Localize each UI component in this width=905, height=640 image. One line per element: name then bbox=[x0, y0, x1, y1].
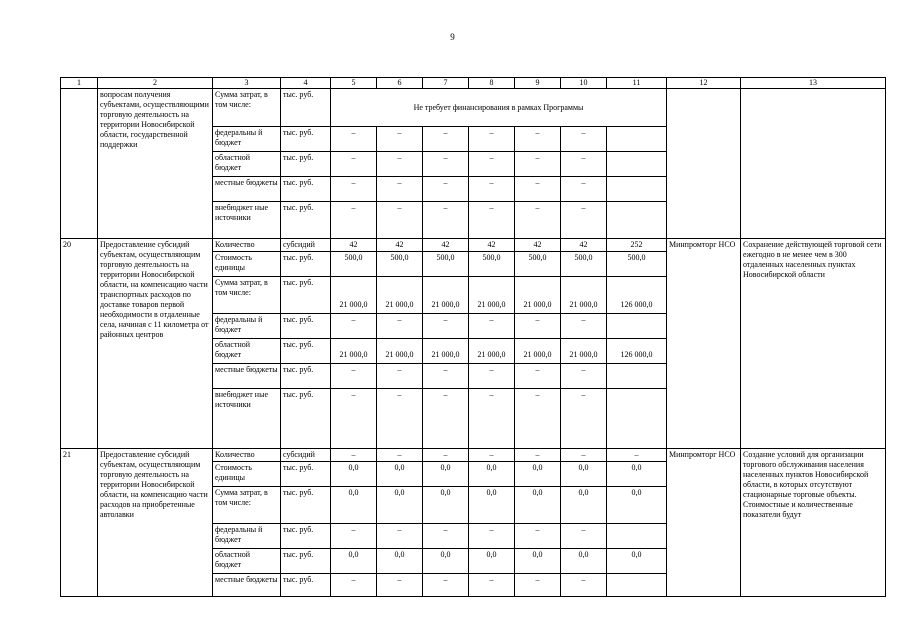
value-cell: – bbox=[377, 127, 423, 152]
row-unit: тыс. руб. bbox=[281, 202, 331, 239]
column-header: 12 bbox=[667, 78, 741, 89]
row-label: Сумма затрат, в том числе: bbox=[213, 277, 281, 314]
value-cell: – bbox=[515, 389, 561, 449]
value-cell: 42 bbox=[377, 239, 423, 252]
value-cell: 0,0 bbox=[377, 549, 423, 574]
value-cell: – bbox=[469, 152, 515, 177]
value-cell: 0,0 bbox=[469, 462, 515, 487]
row-unit: тыс. руб. bbox=[281, 152, 331, 177]
value-cell: 0,0 bbox=[423, 487, 469, 524]
value-cell: 500,0 bbox=[515, 252, 561, 277]
value-cell: – bbox=[423, 524, 469, 549]
row-unit: тыс. руб. bbox=[281, 89, 331, 127]
result-cell bbox=[741, 89, 886, 239]
value-cell: – bbox=[331, 449, 377, 462]
value-cell: – bbox=[331, 152, 377, 177]
column-header: 2 bbox=[98, 78, 213, 89]
value-cell: 0,0 bbox=[561, 549, 607, 574]
value-cell: – bbox=[423, 449, 469, 462]
value-cell: 0,0 bbox=[377, 487, 423, 524]
value-cell bbox=[607, 127, 667, 152]
value-cell: 0,0 bbox=[331, 487, 377, 524]
value-cell: – bbox=[377, 177, 423, 202]
value-cell: – bbox=[377, 314, 423, 339]
value-cell: – bbox=[561, 449, 607, 462]
value-cell: 126 000,0 bbox=[607, 339, 667, 364]
value-cell: 21 000,0 bbox=[423, 339, 469, 364]
value-cell: – bbox=[561, 152, 607, 177]
value-cell: 500,0 bbox=[607, 252, 667, 277]
executor: Минпромторг НСО bbox=[667, 239, 741, 449]
value-cell bbox=[607, 152, 667, 177]
value-cell: 42 bbox=[423, 239, 469, 252]
value-cell: 0,0 bbox=[561, 462, 607, 487]
row-label: внебюджет ные источники bbox=[213, 389, 281, 449]
row-unit: тыс. руб. bbox=[281, 177, 331, 202]
value-cell: – bbox=[469, 202, 515, 239]
value-cell: 126 000,0 bbox=[607, 277, 667, 314]
column-header: 4 bbox=[281, 78, 331, 89]
column-header: 1 bbox=[61, 78, 98, 89]
value-cell: 0,0 bbox=[469, 487, 515, 524]
value-cell: 0,0 bbox=[377, 462, 423, 487]
row-unit: субсидий bbox=[281, 449, 331, 462]
value-cell: – bbox=[331, 127, 377, 152]
value-cell: 0,0 bbox=[331, 549, 377, 574]
value-cell: 21 000,0 bbox=[469, 277, 515, 314]
value-cell: 21 000,0 bbox=[469, 339, 515, 364]
value-cell: 21 000,0 bbox=[561, 339, 607, 364]
row-unit: тыс. руб. bbox=[281, 364, 331, 389]
value-cell: – bbox=[377, 574, 423, 597]
value-cell: – bbox=[331, 177, 377, 202]
value-cell: – bbox=[469, 524, 515, 549]
column-header: 6 bbox=[377, 78, 423, 89]
value-cell: – bbox=[561, 177, 607, 202]
value-cell: – bbox=[515, 449, 561, 462]
value-cell: – bbox=[423, 314, 469, 339]
value-cell bbox=[607, 364, 667, 389]
value-cell: – bbox=[515, 524, 561, 549]
value-cell: 500,0 bbox=[423, 252, 469, 277]
value-cell: – bbox=[561, 524, 607, 549]
column-header: 5 bbox=[331, 78, 377, 89]
row-label: федеральны й бюджет bbox=[213, 127, 281, 152]
value-cell: – bbox=[469, 574, 515, 597]
value-cell: 42 bbox=[515, 239, 561, 252]
row-unit: тыс. руб. bbox=[281, 487, 331, 524]
value-cell: 0,0 bbox=[515, 487, 561, 524]
value-cell: – bbox=[423, 152, 469, 177]
value-cell: 500,0 bbox=[377, 252, 423, 277]
program-table bbox=[60, 77, 886, 597]
value-cell: – bbox=[469, 127, 515, 152]
item-name: Предоставление субсидий субъектам, осуществляющим торговую деятельность на территории Новосибирской области, на компенсацию части расходов на приобретенные автолавки bbox=[98, 449, 213, 597]
executor-cell bbox=[667, 89, 741, 239]
value-cell: – bbox=[377, 449, 423, 462]
value-cell: 0,0 bbox=[515, 462, 561, 487]
value-cell: 42 bbox=[561, 239, 607, 252]
page-number: 9 bbox=[450, 32, 455, 42]
row-unit: тыс. руб. bbox=[281, 389, 331, 449]
value-cell: – bbox=[377, 524, 423, 549]
row-label: областной бюджет bbox=[213, 549, 281, 574]
row-label: местные бюджеты bbox=[213, 574, 281, 597]
value-cell: 42 bbox=[331, 239, 377, 252]
row-unit: тыс. руб. bbox=[281, 314, 331, 339]
value-cell: – bbox=[515, 364, 561, 389]
row-label: областной бюджет bbox=[213, 152, 281, 177]
value-cell: – bbox=[331, 574, 377, 597]
value-cell: 0,0 bbox=[331, 462, 377, 487]
value-cell bbox=[607, 202, 667, 239]
row-unit: тыс. руб. bbox=[281, 462, 331, 487]
value-cell: 21 000,0 bbox=[377, 277, 423, 314]
funding-note: Не требует финансирования в рамках Программы bbox=[331, 89, 667, 127]
value-cell: – bbox=[515, 202, 561, 239]
column-header: 7 bbox=[423, 78, 469, 89]
value-cell: – bbox=[515, 177, 561, 202]
value-cell: – bbox=[377, 152, 423, 177]
value-cell: – bbox=[515, 314, 561, 339]
value-cell: – bbox=[331, 524, 377, 549]
value-cell: 500,0 bbox=[561, 252, 607, 277]
row-label: Сумма затрат, в том числе: bbox=[213, 487, 281, 524]
row-unit: тыс. руб. bbox=[281, 549, 331, 574]
table-row bbox=[61, 239, 886, 252]
column-header: 10 bbox=[561, 78, 607, 89]
value-cell: – bbox=[423, 364, 469, 389]
value-cell: – bbox=[377, 389, 423, 449]
row-label: Стоимость единицы bbox=[213, 252, 281, 277]
row-unit: субсидий bbox=[281, 239, 331, 252]
value-cell: 0,0 bbox=[607, 462, 667, 487]
value-cell: 0,0 bbox=[561, 487, 607, 524]
value-cell: – bbox=[423, 127, 469, 152]
item-name: Предоставление субсидий субъектам, осуществляющим торговую деятельность на территории Новосибирской области, на компенсацию части транспортных расходов по доставке товаров первой необходимости в отдаленные села, начиная с 11 километра от районных центров bbox=[98, 239, 213, 449]
item-number: 20 bbox=[61, 239, 98, 449]
row-label: областной бюджет bbox=[213, 339, 281, 364]
value-cell: 21 000,0 bbox=[331, 339, 377, 364]
value-cell: – bbox=[423, 389, 469, 449]
item-name: вопросам получения субъектами, осуществляющими торговую деятельность на территории Новосибирской области, государственной поддержки bbox=[98, 89, 213, 239]
value-cell: 0,0 bbox=[469, 549, 515, 574]
value-cell: – bbox=[331, 314, 377, 339]
value-cell: – bbox=[469, 314, 515, 339]
value-cell: 21 000,0 bbox=[377, 339, 423, 364]
row-label: Количество bbox=[213, 449, 281, 462]
value-cell: – bbox=[515, 127, 561, 152]
row-unit: тыс. руб. bbox=[281, 524, 331, 549]
column-header: 11 bbox=[607, 78, 667, 89]
item-number: 21 bbox=[61, 449, 98, 597]
value-cell: – bbox=[515, 152, 561, 177]
row-label: федеральны й бюджет bbox=[213, 314, 281, 339]
value-cell: – bbox=[377, 364, 423, 389]
value-cell bbox=[607, 389, 667, 449]
row-label: внебюджет ные источники bbox=[213, 202, 281, 239]
value-cell: – bbox=[469, 449, 515, 462]
executor: Минпромторг НСО bbox=[667, 449, 741, 597]
row-unit: тыс. руб. bbox=[281, 127, 331, 152]
value-cell: – bbox=[331, 389, 377, 449]
value-cell: 21 000,0 bbox=[561, 277, 607, 314]
value-cell: – bbox=[515, 574, 561, 597]
value-cell: – bbox=[423, 177, 469, 202]
header-row bbox=[61, 78, 886, 89]
value-cell: 21 000,0 bbox=[423, 277, 469, 314]
value-cell: – bbox=[561, 574, 607, 597]
value-cell bbox=[607, 314, 667, 339]
value-cell: 0,0 bbox=[515, 549, 561, 574]
value-cell bbox=[607, 574, 667, 597]
column-header: 8 bbox=[469, 78, 515, 89]
row-label: Сумма затрат, в том числе: bbox=[213, 89, 281, 127]
value-cell: 0,0 bbox=[423, 549, 469, 574]
value-cell: 500,0 bbox=[469, 252, 515, 277]
row-label: Количество bbox=[213, 239, 281, 252]
value-cell: 0,0 bbox=[607, 549, 667, 574]
value-cell: – bbox=[469, 364, 515, 389]
value-cell: – bbox=[561, 127, 607, 152]
value-cell: – bbox=[561, 314, 607, 339]
row-unit: тыс. руб. bbox=[281, 574, 331, 597]
value-cell: – bbox=[561, 202, 607, 239]
column-header: 13 bbox=[741, 78, 886, 89]
value-cell: 0,0 bbox=[423, 462, 469, 487]
table-row bbox=[61, 89, 886, 127]
row-unit: тыс. руб. bbox=[281, 339, 331, 364]
item-number-cell bbox=[61, 89, 98, 239]
value-cell: 21 000,0 bbox=[331, 277, 377, 314]
value-cell: – bbox=[561, 389, 607, 449]
value-cell: – bbox=[331, 202, 377, 239]
value-cell: 42 bbox=[469, 239, 515, 252]
row-label: федеральны й бюджет bbox=[213, 524, 281, 549]
row-unit: тыс. руб. bbox=[281, 277, 331, 314]
value-cell bbox=[607, 524, 667, 549]
value-cell: – bbox=[469, 177, 515, 202]
value-cell: – bbox=[469, 389, 515, 449]
value-cell: 252 bbox=[607, 239, 667, 252]
expected-result: Создание условий для организации торгового обслуживания населения населенных пунктов Новосибирской области, в которых отсутствуют стационарные торговые объекты. Стоимостные и количественные показатели будут bbox=[741, 449, 886, 597]
value-cell: 0,0 bbox=[607, 487, 667, 524]
value-cell: – bbox=[423, 202, 469, 239]
value-cell bbox=[607, 177, 667, 202]
expected-result: Сохранение действующей торговой сети ежегодно в не менее чем в 300 отдаленных населенных пунктах Новосибирской области bbox=[741, 239, 886, 449]
value-cell: – bbox=[331, 364, 377, 389]
table-row bbox=[61, 449, 886, 462]
row-label: местные бюджеты bbox=[213, 364, 281, 389]
value-cell: 21 000,0 bbox=[515, 339, 561, 364]
value-cell: 500,0 bbox=[331, 252, 377, 277]
value-cell: 21 000,0 bbox=[515, 277, 561, 314]
row-unit: тыс. руб. bbox=[281, 252, 331, 277]
row-label: Стоимость единицы bbox=[213, 462, 281, 487]
column-header: 3 bbox=[213, 78, 281, 89]
value-cell: – bbox=[377, 202, 423, 239]
value-cell: – bbox=[561, 364, 607, 389]
value-cell: – bbox=[607, 449, 667, 462]
column-header: 9 bbox=[515, 78, 561, 89]
value-cell: – bbox=[423, 574, 469, 597]
row-label: местные бюджеты bbox=[213, 177, 281, 202]
